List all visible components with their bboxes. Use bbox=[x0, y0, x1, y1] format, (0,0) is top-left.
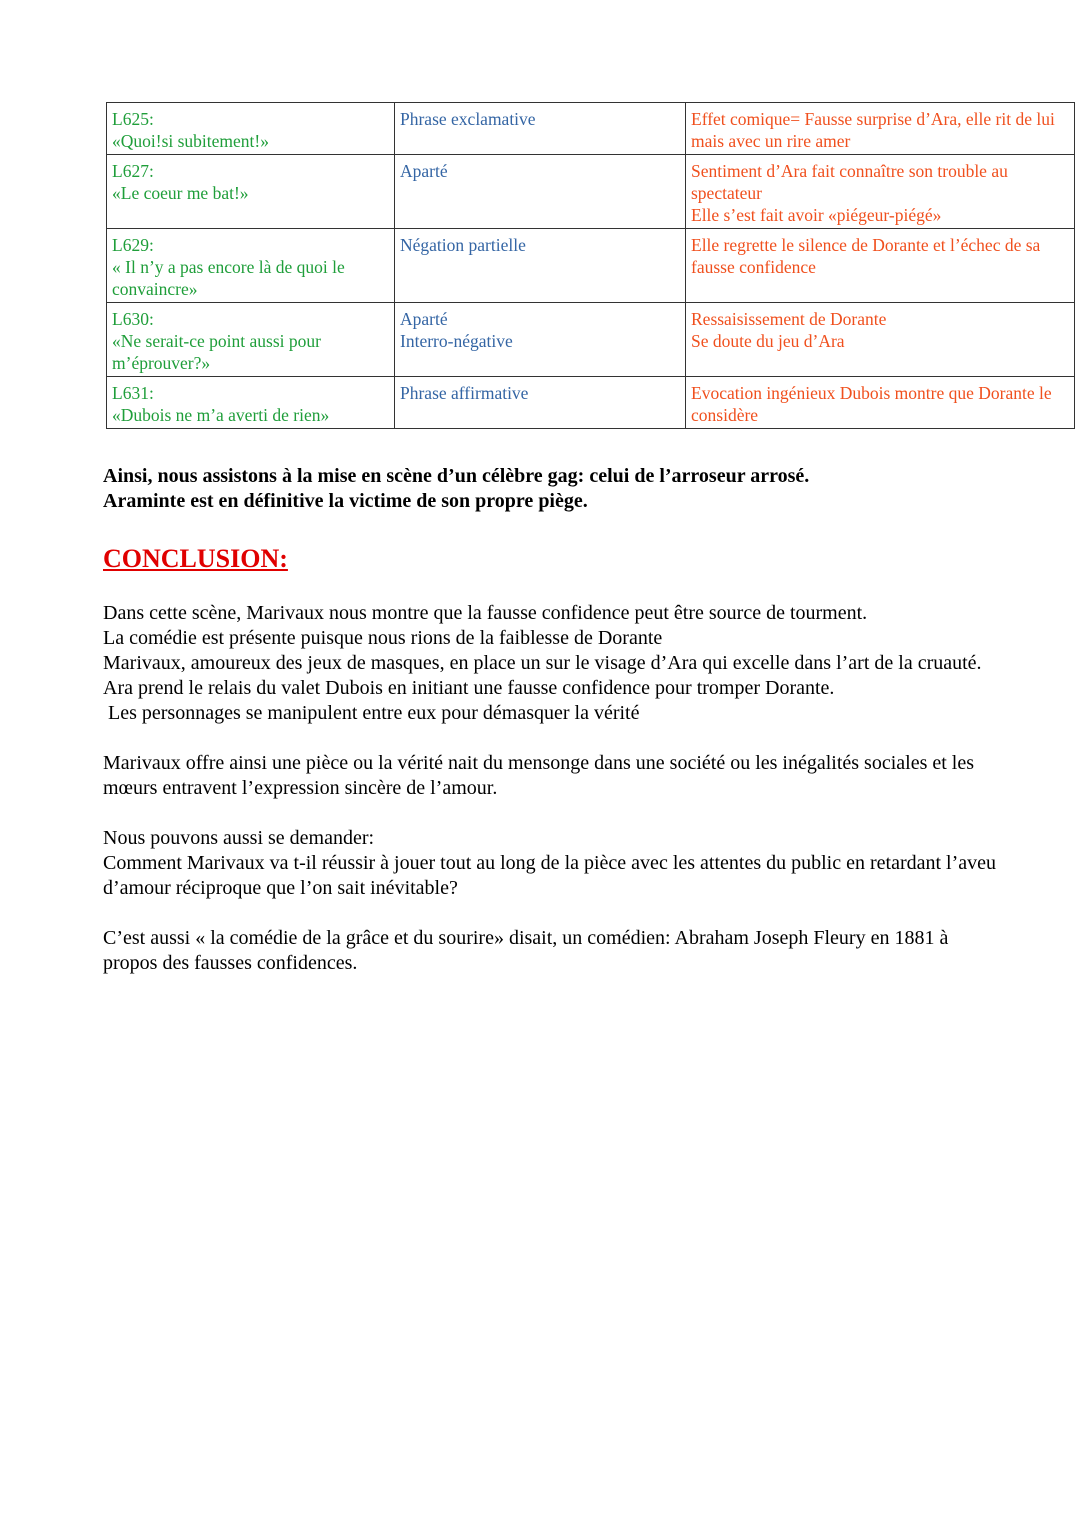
paragraph-line: La comédie est présente puisque nous rions de la faiblesse de Dorante bbox=[103, 627, 663, 649]
quote-cell-text: « Il n’y a pas encore là de quoi le convaincre» bbox=[112, 257, 345, 299]
paragraph-line: Comment Marivaux va t-il réussir à jouer tout au long de la pièce avec les attentes du public en retardant l’aveu d’amour réciproque que l’on sait inévitable? bbox=[103, 852, 997, 899]
table-row bbox=[107, 303, 1075, 377]
procede-cell bbox=[395, 377, 686, 429]
effet-cell-text: Evocation ingénieux Dubois montre que Dorante le considère bbox=[691, 383, 1052, 425]
table-row bbox=[107, 229, 1075, 303]
quote-cell bbox=[107, 303, 395, 377]
summary-line: Ainsi, nous assistons à la mise en scène d’un célèbre gag: celui de l’arroseur arrosé. bbox=[103, 465, 810, 487]
quote-cell-text: L627: bbox=[112, 161, 154, 181]
quote-cell-text: L630: bbox=[112, 309, 154, 329]
conclusion-body bbox=[103, 601, 1003, 1001]
paragraph-line: Marivaux, amoureux des jeux de masques, en place un sur le visage d’Ara qui excelle dans l’art de la cruauté. bbox=[103, 652, 982, 674]
procede-cell-text: Phrase affirmative bbox=[400, 383, 529, 403]
effet-cell bbox=[686, 103, 1075, 155]
summary-line: Araminte est en définitive la victime de son propre piège. bbox=[103, 490, 588, 512]
effet-cell-text: Elle s’est fait avoir «piégeur-piégé» bbox=[691, 205, 942, 225]
procede-cell bbox=[395, 303, 686, 377]
effet-cell-text: Ressaisissement de Dorante bbox=[691, 309, 887, 329]
effet-cell bbox=[686, 155, 1075, 229]
effet-cell-text: Sentiment d’Ara fait connaître son trouble au spectateur bbox=[691, 161, 1008, 203]
quote-cell-text: L631: bbox=[112, 383, 154, 403]
table-row bbox=[107, 103, 1075, 155]
quote-cell-text: «Le coeur me bat!» bbox=[112, 183, 249, 203]
paragraph bbox=[103, 926, 1003, 976]
paragraph-line: Ara prend le relais du valet Dubois en initiant une fausse confidence pour tromper Dorante. bbox=[103, 677, 835, 699]
summary bbox=[103, 464, 809, 514]
paragraph bbox=[103, 826, 1003, 901]
quote-cell-text: «Dubois ne m’a averti de rien» bbox=[112, 405, 330, 425]
analysis-table bbox=[106, 102, 1075, 429]
procede-cell-text: Aparté bbox=[400, 309, 448, 329]
paragraph-line: C’est aussi « la comédie de la grâce et du sourire» disait, un comédien: Abraham Joseph Fleury en 1881 à propos des fausses confidences. bbox=[103, 927, 949, 974]
quote-cell bbox=[107, 229, 395, 303]
paragraph bbox=[103, 751, 1003, 801]
procede-cell-text: Interro-négative bbox=[400, 331, 513, 351]
quote-cell-text: «Quoi!si subitement!» bbox=[112, 131, 269, 151]
paragraph-line: Marivaux offre ainsi une pièce ou la vérité nait du mensonge dans une société ou les inégalités sociales et les mœurs entravent l’expression sincère de l’amour. bbox=[103, 752, 975, 799]
paragraph-line: Les personnages se manipulent entre eux pour démasquer la vérité bbox=[103, 702, 640, 724]
effet-cell bbox=[686, 229, 1075, 303]
effet-cell-text: Elle regrette le silence de Dorante et l’échec de sa fausse confidence bbox=[691, 235, 1041, 277]
table-row bbox=[107, 155, 1075, 229]
procede-cell-text: Négation partielle bbox=[400, 235, 526, 255]
procede-cell bbox=[395, 229, 686, 303]
quote-cell-text: «Ne serait-ce point aussi pour m’éprouver?» bbox=[112, 331, 321, 373]
quote-cell-text: L629: bbox=[112, 235, 154, 255]
effet-cell-text: Effet comique= Fausse surprise d’Ara, elle rit de lui mais avec un rire amer bbox=[691, 109, 1055, 151]
quote-cell bbox=[107, 377, 395, 429]
procede-cell bbox=[395, 155, 686, 229]
procede-cell bbox=[395, 103, 686, 155]
quote-cell bbox=[107, 103, 395, 155]
paragraph-line: Dans cette scène, Marivaux nous montre que la fausse confidence peut être source de tourment. bbox=[103, 602, 868, 624]
table-row bbox=[107, 377, 1075, 429]
quote-cell bbox=[107, 155, 395, 229]
effet-cell bbox=[686, 303, 1075, 377]
procede-cell-text: Aparté bbox=[400, 161, 448, 181]
effet-cell bbox=[686, 377, 1075, 429]
paragraph-line: Nous pouvons aussi se demander: bbox=[103, 827, 375, 849]
conclusion-heading: CONCLUSION: bbox=[103, 544, 288, 573]
effet-cell-text: Se doute du jeu d’Ara bbox=[691, 331, 845, 351]
procede-cell-text: Phrase exclamative bbox=[400, 109, 536, 129]
paragraph bbox=[103, 601, 1003, 726]
quote-cell-text: L625: bbox=[112, 109, 154, 129]
